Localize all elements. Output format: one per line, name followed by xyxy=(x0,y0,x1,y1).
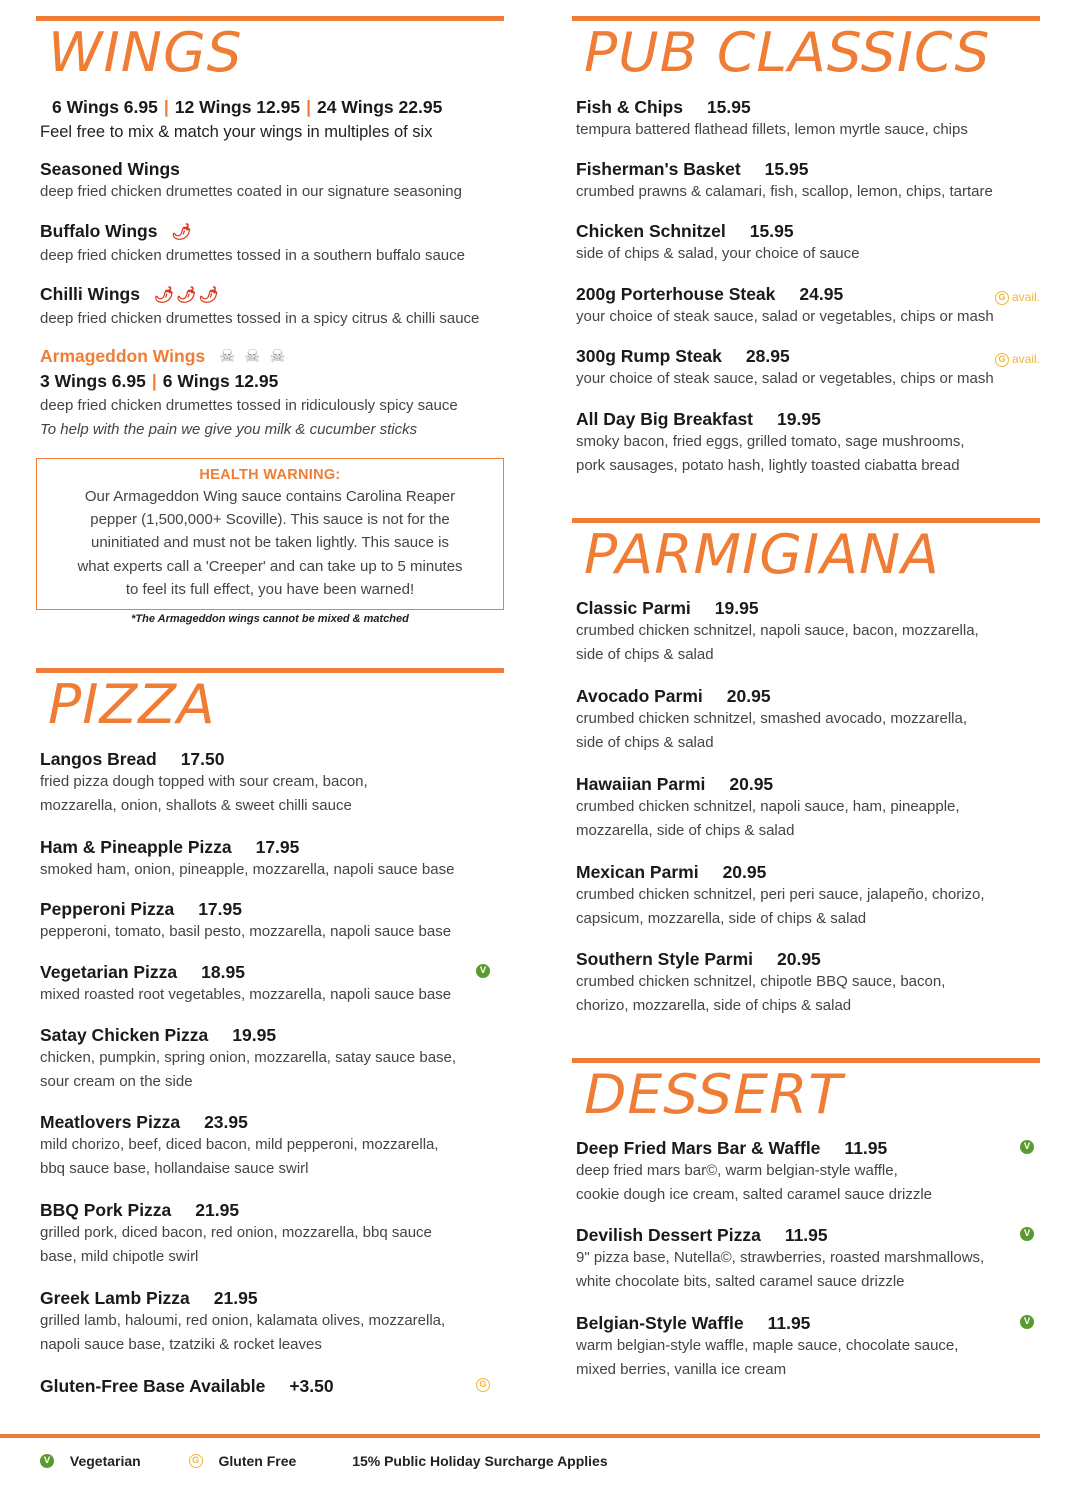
section-title: PIZZA xyxy=(48,673,216,736)
menu-item xyxy=(40,836,504,882)
health-warning-box xyxy=(36,458,504,610)
item-desc: sour cream on the side xyxy=(40,1072,193,1090)
item-name: Mexican Parmi xyxy=(576,862,699,882)
item-name: Greek Lamb Pizza xyxy=(40,1288,190,1308)
wings-pricing xyxy=(52,96,516,118)
item-price: 15.95 xyxy=(749,221,794,241)
item-price: 11.95 xyxy=(784,1225,828,1245)
wings-section xyxy=(36,16,504,89)
item-desc: white chocolate bits, salted caramel sauce drizzle xyxy=(576,1272,905,1290)
item-desc: pepperoni, tomato, basil pesto, mozzarella, napoli sauce base xyxy=(40,923,452,940)
item-desc: tempura battered flathead fillets, lemon myrtle sauce, chips xyxy=(576,121,968,138)
item-name: Chilli Wings xyxy=(40,284,140,304)
item-name: Armageddon Wings xyxy=(40,346,206,366)
menu-item xyxy=(576,96,1040,142)
section-title: PUB CLASSICS xyxy=(584,21,991,84)
price-option: 12 Wings 12.95 xyxy=(174,97,301,117)
menu-item xyxy=(576,948,1040,1017)
vegetarian-icon: V xyxy=(1020,1315,1034,1329)
item-price: 15.95 xyxy=(764,159,809,179)
menu-item xyxy=(40,283,504,331)
surcharge-note: 15% Public Holiday Surcharge Applies xyxy=(352,1453,608,1470)
item-price: 17.95 xyxy=(255,837,300,857)
warning-line: what experts call a 'Creeper' and can take up to 5 minutes xyxy=(77,557,463,575)
gluten-free-label: Gluten Free xyxy=(218,1453,297,1470)
item-desc: mixed roasted root vegetables, mozzarella, napoli sauce base xyxy=(40,986,452,1003)
price-option: 24 Wings 22.95 xyxy=(317,97,443,117)
item-name: Avocado Parmi xyxy=(576,686,703,706)
item-desc: mozzarella, onion, shallots & sweet chilli sauce xyxy=(40,796,352,814)
item-name: Chicken Schnitzel xyxy=(576,221,726,241)
price-separator: | xyxy=(306,97,311,117)
item-price: 28.95 xyxy=(745,346,790,366)
item-name: Fish & Chips xyxy=(576,97,683,117)
item-desc: deep fried chicken drumettes tossed in ridiculously spicy sauce xyxy=(40,397,458,414)
item-name: Fisherman's Basket xyxy=(576,159,741,179)
pizza-section xyxy=(36,668,504,741)
menu-item xyxy=(576,158,1040,204)
item-desc: chicken, pumpkin, spring onion, mozzarella, satay sauce base, xyxy=(40,1049,457,1066)
armageddon-note: *The Armageddon wings cannot be mixed & matched xyxy=(131,613,409,625)
item-name: 300g Rump Steak xyxy=(576,346,722,366)
price-separator: | xyxy=(163,97,169,117)
price-option: 3 Wings 6.95 xyxy=(40,371,146,391)
item-price: 20.95 xyxy=(726,686,771,706)
menu-item xyxy=(40,898,504,944)
section-title: PARMIGIANA xyxy=(584,523,940,586)
vegetarian-icon: V xyxy=(1020,1140,1034,1154)
item-name: 200g Porterhouse Steak xyxy=(576,284,776,304)
menu-item xyxy=(576,408,1040,477)
item-name: Langos Bread xyxy=(40,749,157,769)
item-desc: side of chips & salad, your choice of sauce xyxy=(576,245,860,262)
item-name: Southern Style Parmi xyxy=(576,949,753,969)
item-desc: pork sausages, potato hash, lightly toasted ciabatta bread xyxy=(576,456,960,474)
item-name: Buffalo Wings xyxy=(40,221,158,241)
gluten-free-icon: G xyxy=(995,291,1009,305)
item-price: +3.50 xyxy=(289,1376,334,1396)
item-desc: 9" pizza base, Nutella©, strawberries, roasted marshmallows, xyxy=(576,1249,985,1266)
item-name: Hawaiian Parmi xyxy=(576,774,706,794)
vegetarian-icon: V xyxy=(476,964,490,978)
menu-item xyxy=(576,345,1040,391)
item-name: Vegetarian Pizza xyxy=(40,962,178,982)
item-name: Classic Parmi xyxy=(576,598,691,618)
warning-line: to feel its full effect, you have been warned! xyxy=(125,580,415,598)
dessert-section xyxy=(572,1058,1040,1131)
menu-item xyxy=(576,1312,1040,1381)
item-price: 19.95 xyxy=(232,1025,277,1045)
skull-icon: ☠ ☠ ☠ xyxy=(219,346,288,366)
item-price: 11.95 xyxy=(767,1313,811,1333)
chili-icon: 🌶 xyxy=(171,224,194,241)
menu-item xyxy=(40,220,504,268)
item-name: All Day Big Breakfast xyxy=(576,409,754,429)
menu-item xyxy=(40,1287,504,1356)
item-desc: grilled pork, diced bacon, red onion, mozzarella, bbq sauce xyxy=(40,1224,432,1241)
item-name: Seasoned Wings xyxy=(40,159,180,179)
menu-item xyxy=(40,158,504,204)
item-name: Pepperoni Pizza xyxy=(40,899,175,919)
gluten-free-icon: G xyxy=(476,1378,490,1392)
item-desc: napoli sauce base, tzatziki & rocket leaves xyxy=(40,1335,322,1353)
menu-item xyxy=(576,1137,1040,1206)
parmigiana-section xyxy=(572,518,1040,591)
item-desc-note: To help with the pain we give you milk & cucumber sticks xyxy=(40,420,418,438)
warning-title: HEALTH WARNING: xyxy=(199,467,341,483)
item-desc: crumbed prawns & calamari, fish, scallop, lemon, chips, tartare xyxy=(576,183,993,200)
item-price: 21.95 xyxy=(195,1200,240,1220)
item-desc: smoky bacon, fried eggs, grilled tomato, sage mushrooms, xyxy=(576,433,965,450)
item-name: BBQ Pork Pizza xyxy=(40,1200,172,1220)
item-desc: your choice of steak sauce, salad or vegetables, chips or mash xyxy=(576,370,994,387)
menu-item xyxy=(576,220,1040,266)
item-name: Belgian-Style Waffle xyxy=(576,1313,744,1333)
item-desc: crumbed chicken schnitzel, napoli sauce, bacon, mozzarella, xyxy=(576,622,979,639)
item-name: Devilish Dessert Pizza xyxy=(576,1225,761,1245)
item-desc: crumbed chicken schnitzel, chipotle BBQ sauce, bacon, xyxy=(576,973,946,990)
item-name: Gluten-Free Base Available xyxy=(40,1376,266,1396)
item-price: 11.95 xyxy=(844,1138,888,1158)
item-name: Ham & Pineapple Pizza xyxy=(40,837,232,857)
warning-line: pepper (1,500,000+ Scoville). This sauce is not for the xyxy=(90,511,450,529)
item-desc: base, mild chipotle swirl xyxy=(40,1247,199,1265)
item-desc: crumbed chicken schnitzel, peri peri sauce, jalapeño, chorizo, xyxy=(576,886,985,903)
item-desc: mozzarella, side of chips & salad xyxy=(576,821,795,839)
pub-classics-section xyxy=(572,16,1040,89)
vegetarian-icon: V xyxy=(1020,1227,1034,1241)
item-price: 19.95 xyxy=(714,598,759,618)
menu-item xyxy=(40,1111,504,1180)
price-option: 6 Wings 6.95 xyxy=(52,97,158,117)
section-title: DESSERT xyxy=(584,1063,844,1126)
menu-item xyxy=(40,748,504,817)
item-price: 21.95 xyxy=(213,1288,258,1308)
gluten-free-icon: G xyxy=(189,1454,203,1468)
item-price: 20.95 xyxy=(722,862,767,882)
item-desc: deep fried chicken drumettes tossed in a southern buffalo sauce xyxy=(40,247,465,264)
menu-item xyxy=(576,685,1040,754)
gluten-free-icon: G xyxy=(995,353,1009,367)
warning-line: uninitiated and must not be taken lightly. This sauce is xyxy=(91,534,449,552)
item-desc: mild chorizo, beef, diced bacon, mild pepperoni, mozzarella, xyxy=(40,1136,439,1153)
item-price: 17.50 xyxy=(180,749,225,769)
item-desc: crumbed chicken schnitzel, napoli sauce, ham, pineapple, xyxy=(576,798,960,815)
item-price: 17.95 xyxy=(198,899,242,919)
menu-item xyxy=(40,1199,504,1268)
item-desc: smoked ham, onion, pineapple, mozzarella, napoli sauce base xyxy=(40,861,455,878)
menu-item xyxy=(576,283,1040,329)
item-price: 15.95 xyxy=(706,97,751,117)
item-desc: side of chips & salad xyxy=(576,733,714,751)
item-desc: your choice of steak sauce, salad or vegetables, chips or mash xyxy=(576,308,994,325)
item-price: 20.95 xyxy=(777,949,821,969)
mix-note: Feel free to mix & match your wings in multiples of six xyxy=(40,123,433,141)
gluten-free-available: G avail. xyxy=(995,286,1040,308)
menu-item xyxy=(40,961,504,1007)
footer-rule xyxy=(0,1434,1040,1438)
item-name: Deep Fried Mars Bar & Waffle xyxy=(576,1138,821,1158)
armageddon-item xyxy=(40,345,504,441)
item-price: 20.95 xyxy=(729,774,774,794)
item-desc: grilled lamb, haloumi, red onion, kalamata olives, mozzarella, xyxy=(40,1312,446,1329)
item-desc: deep fried chicken drumettes coated in our signature seasoning xyxy=(40,183,462,200)
item-name: Meatlovers Pizza xyxy=(40,1112,181,1132)
menu-item xyxy=(40,1375,504,1397)
item-desc: fried pizza dough topped with sour cream, bacon, xyxy=(40,773,368,790)
item-desc: cookie dough ice cream, salted caramel sauce drizzle xyxy=(576,1185,933,1203)
item-price: 23.95 xyxy=(204,1112,248,1132)
vegetarian-label: Vegetarian xyxy=(69,1453,141,1470)
item-desc: bbq sauce base, hollandaise sauce swirl xyxy=(40,1159,309,1177)
vegetarian-icon: V xyxy=(40,1454,54,1468)
warning-line: Our Armageddon Wing sauce contains Carolina Reaper xyxy=(84,488,456,505)
price-option: 6 Wings 12.95 xyxy=(162,371,279,391)
item-price: 24.95 xyxy=(799,284,844,304)
item-desc: crumbed chicken schnitzel, smashed avocado, mozzarella, xyxy=(576,710,968,727)
chili-icon: 🌶🌶🌶 xyxy=(153,287,221,304)
menu-item xyxy=(40,1024,504,1093)
item-desc: capsicum, mozzarella, side of chips & salad xyxy=(576,909,867,927)
item-desc: deep fried mars bar©, warm belgian-style waffle, xyxy=(576,1162,898,1179)
menu-item xyxy=(576,597,1040,666)
item-desc: side of chips & salad xyxy=(576,645,714,663)
item-desc: mixed berries, vanilla ice cream xyxy=(576,1360,787,1378)
menu-item xyxy=(576,1224,1040,1293)
footer-legend xyxy=(40,1452,608,1469)
menu-item xyxy=(576,861,1040,930)
item-desc: warm belgian-style waffle, maple sauce, chocolate sauce, xyxy=(576,1337,959,1354)
item-price: 19.95 xyxy=(777,409,821,429)
menu-item xyxy=(576,773,1040,842)
item-desc: deep fried chicken drumettes tossed in a spicy citrus & chilli sauce xyxy=(40,310,480,327)
price-separator: | xyxy=(151,371,157,391)
item-name: Satay Chicken Pizza xyxy=(40,1025,209,1045)
item-price: 18.95 xyxy=(201,962,245,982)
item-desc: chorizo, mozzarella, side of chips & salad xyxy=(576,996,852,1014)
gluten-free-available: G avail. xyxy=(995,348,1040,370)
section-title: WINGS xyxy=(48,21,243,84)
